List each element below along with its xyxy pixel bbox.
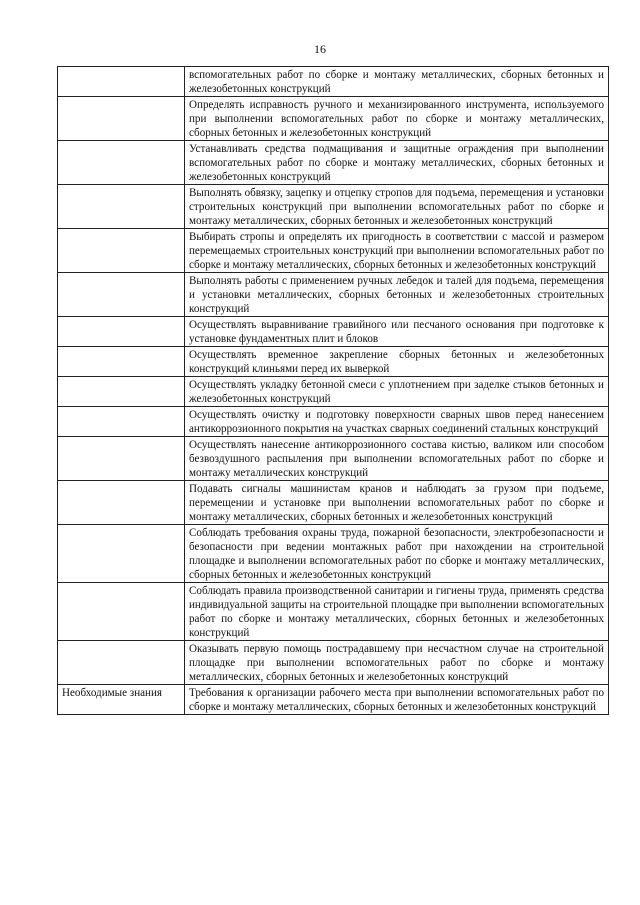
row-label-cell bbox=[58, 67, 185, 97]
table-row bbox=[58, 437, 609, 481]
table-row bbox=[58, 685, 609, 715]
row-text-cell: Соблюдать требования охраны труда, пожарной безопасности, электробезопасности и безопасности при ведении монтажных работ при нахождении на строительной площадке и выполнении вспомогательных работ по сборке и монтажу металлических, сборных бетонных и железобетонных конструкций bbox=[185, 525, 609, 583]
row-text-cell: Выполнять работы с применением ручных лебедок и талей для подъема, перемещения и установки металлических, сборных бетонных и железобетонных строительных конструкций bbox=[185, 273, 609, 317]
table-body bbox=[58, 67, 609, 715]
requirements-table bbox=[57, 66, 609, 715]
table-row bbox=[58, 583, 609, 641]
row-text-cell: Осуществлять укладку бетонной смеси с уплотнением при заделке стыков бетонных и железобетонных конструкций bbox=[185, 377, 609, 407]
row-label-cell bbox=[58, 185, 185, 229]
table-row bbox=[58, 185, 609, 229]
row-text-cell: Осуществлять нанесение антикоррозионного состава кистью, валиком или способом безвоздушного распыления при выполнении вспомогательных работ по сборке и монтажу металлических конструкций bbox=[185, 437, 609, 481]
row-text-cell: Оказывать первую помощь пострадавшему при несчастном случае на строительной площадке при выполнении вспомогательных работ по сборке и монтажу металлических, сборных бетонных и железобетонных конструкций bbox=[185, 641, 609, 685]
row-text-cell: Выбирать стропы и определять их пригодность в соответствии с массой и размером перемещаемых строительных конструкций при выполнении вспомогательных работ по сборке и монтажу металлических, сборных бетонных и железобетонных конструкций bbox=[185, 229, 609, 273]
row-label-cell bbox=[58, 641, 185, 685]
row-label-cell bbox=[58, 407, 185, 437]
table-row bbox=[58, 407, 609, 437]
table-row bbox=[58, 273, 609, 317]
row-label-cell bbox=[58, 273, 185, 317]
row-label-cell bbox=[58, 377, 185, 407]
row-text-cell: Подавать сигналы машинистам кранов и наблюдать за грузом при подъеме, перемещении и установке при выполнении вспомогательных работ по сборке и монтажу металлических, сборных бетонных и железобетонных конструкций bbox=[185, 481, 609, 525]
row-text-cell: Устанавливать средства подмащивания и защитные ограждения при выполнении вспомогательных работ по сборке и монтажу металлических, сборных бетонных и железобетонных конструкций bbox=[185, 141, 609, 185]
row-label-cell: Необходимые знания bbox=[58, 685, 185, 715]
table-row bbox=[58, 641, 609, 685]
table-row bbox=[58, 377, 609, 407]
table-row bbox=[58, 347, 609, 377]
row-label-cell bbox=[58, 97, 185, 141]
row-label-cell bbox=[58, 141, 185, 185]
row-text-cell: Определять исправность ручного и механизированного инструмента, используемого при выполнении вспомогательных работ по сборке и монтажу металлических, сборных бетонных и железобетонных конструкций bbox=[185, 97, 609, 141]
row-text-cell: Осуществлять выравнивание гравийного или песчаного основания при подготовке к установке фундаментных плит и блоков bbox=[185, 317, 609, 347]
table-row bbox=[58, 481, 609, 525]
table-row bbox=[58, 97, 609, 141]
row-text-cell: Соблюдать правила производственной санитарии и гигиены труда, применять средства индивидуальной защиты на строительной площадке при выполнении вспомогательных работ по сборке и монтажу металлических, сборных бетонных и железобетонных конструкций bbox=[185, 583, 609, 641]
row-label-cell bbox=[58, 525, 185, 583]
table-row bbox=[58, 525, 609, 583]
row-label-cell bbox=[58, 317, 185, 347]
row-label-cell bbox=[58, 437, 185, 481]
row-text-cell: Осуществлять очистку и подготовку поверхности сварных швов перед нанесением антикоррозионного покрытия на участках сварных соединений стальных конструкций bbox=[185, 407, 609, 437]
table-row bbox=[58, 141, 609, 185]
table-row bbox=[58, 229, 609, 273]
row-label-cell bbox=[58, 481, 185, 525]
row-text-cell: Выполнять обвязку, зацепку и отцепку стропов для подъема, перемещения и установки строительных конструкций при выполнении вспомогательных работ по сборке и монтажу металлических, сборных бетонных и железобетонных конструкций bbox=[185, 185, 609, 229]
row-label-cell bbox=[58, 229, 185, 273]
row-label-cell bbox=[58, 347, 185, 377]
page-number: 16 bbox=[314, 42, 326, 56]
table-row bbox=[58, 67, 609, 97]
row-text-cell: вспомогательных работ по сборке и монтажу металлических, сборных бетонных и железобетонных конструкций bbox=[185, 67, 609, 97]
table-row bbox=[58, 317, 609, 347]
row-text-cell: Осуществлять временное закрепление сборных бетонных и железобетонных конструкций клиньями перед их выверкой bbox=[185, 347, 609, 377]
row-text-cell: Требования к организации рабочего места при выполнении вспомогательных работ по сборке и монтажу металлических, сборных бетонных и железобетонных конструкций bbox=[185, 685, 609, 715]
row-label-cell bbox=[58, 583, 185, 641]
